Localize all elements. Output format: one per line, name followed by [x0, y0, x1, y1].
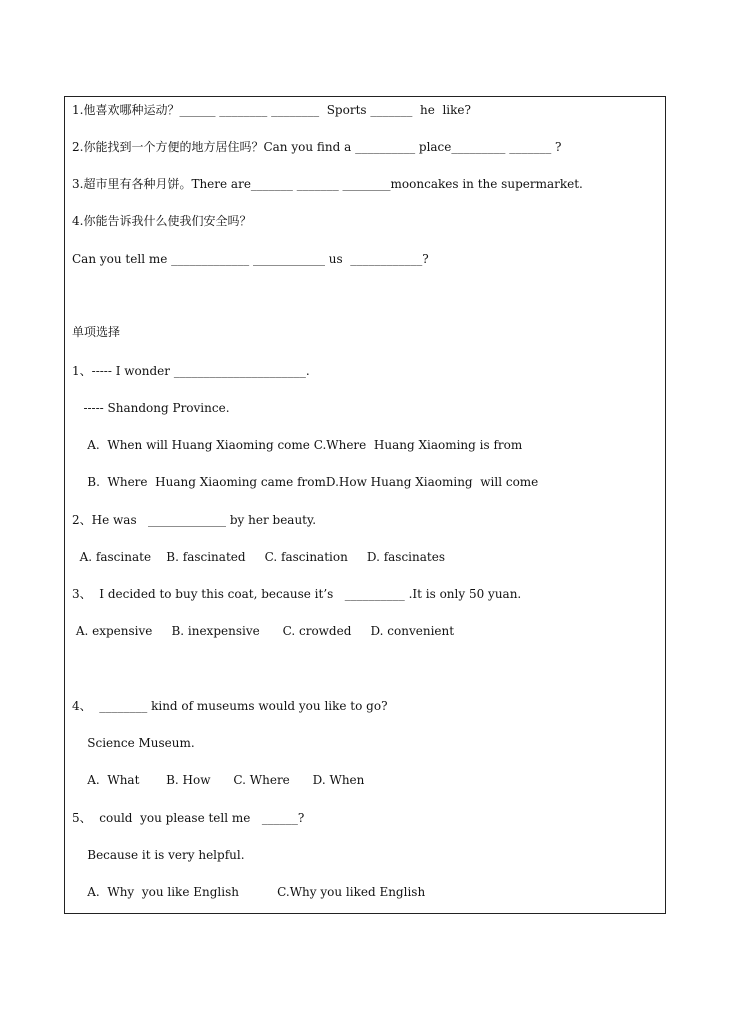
question-5: 5、 could you please tell me ______? [72, 811, 305, 825]
question-1-options-a-c: A. When will Huang Xiaoming come C.Where Huang Xiaoming is from [72, 438, 523, 452]
translation-line-3: 3.超市里有各种月饼。There are_______ _______ ________mooncakes in the supermarket. [72, 177, 583, 191]
section-title: 单项选择 [72, 325, 121, 339]
question-4-answer-line: Science Museum. [72, 736, 195, 750]
question-5-options: A. Why you like English C.Why you liked English [72, 885, 426, 899]
question-4: 4、 ________ kind of museums would you like to go? [72, 699, 388, 713]
translation-line-4-english: Can you tell me _____________ ____________ us ____________? [72, 252, 429, 266]
question-1-options-b-d: B. Where Huang Xiaoming came fromD.How Huang Xiaoming will come [72, 475, 539, 489]
question-4-options: A. What B. How C. Where D. When [72, 773, 365, 787]
question-5-answer-line: Because it is very helpful. [72, 848, 245, 862]
question-2: 2、He was _____________ by her beauty. [72, 513, 317, 527]
translation-line-2: 2.你能找到一个方便的地方居住吗？Can you find a __________ place_________ _______ ? [72, 140, 562, 154]
question-3-options: A. expensive B. inexpensive C. crowded D. convenient [72, 624, 455, 638]
translation-line-4: 4.你能告诉我什么使我们安全吗？ [72, 214, 252, 228]
question-3: 3、 I decided to buy this coat, because it’s __________ .It is only 50 yuan. [72, 587, 522, 601]
question-2-options: A. fascinate B. fascinated C. fascination D. fascinates [72, 550, 445, 564]
translation-line-1: 1.他喜欢哪种运动？______ ________ ________ Sports _______ he like? [72, 103, 471, 117]
question-1: 1、----- I wonder ______________________. [72, 364, 310, 378]
question-1-answer-line: ----- Shandong Province. [72, 401, 230, 415]
